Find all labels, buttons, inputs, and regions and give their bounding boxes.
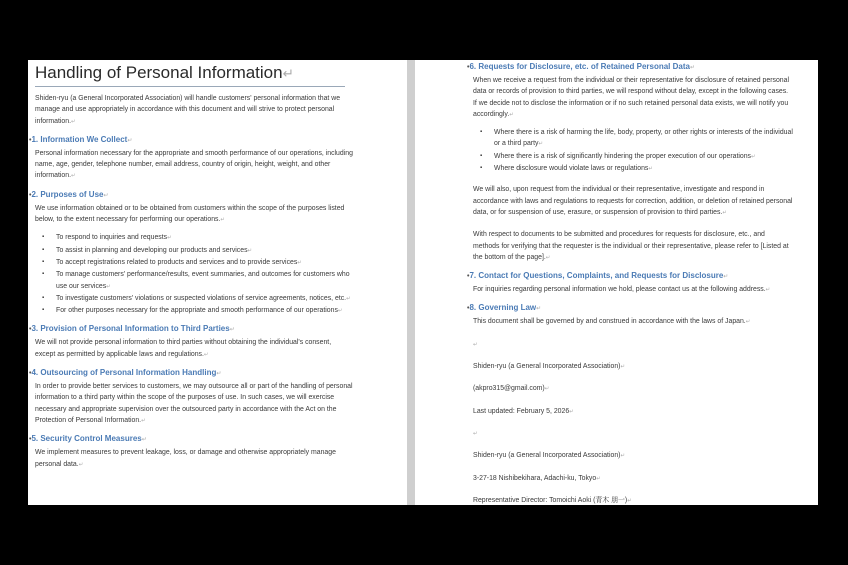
signature-org: Shiden-ryu (a General Incorporated Association) ↵ bbox=[473, 450, 793, 462]
empty-paragraph bbox=[473, 428, 793, 440]
section-heading: • 1. Information We Collect ↵ bbox=[29, 134, 353, 147]
section-heading: • 2. Purposes of Use ↵ bbox=[29, 189, 353, 202]
signature-address: 3-27-18 Nishibekihara, Adachi-ku, Tokyo ↵ bbox=[473, 473, 793, 485]
last-updated: Last updated: February 5, 2026 ↵ bbox=[473, 406, 793, 418]
section-body: For inquiries regarding personal information we hold, please contact us at the following address. ↵ bbox=[473, 284, 793, 296]
list-item: ▪ Where disclosure would violate laws or regulations ↵ bbox=[494, 163, 793, 175]
section-body: In order to provide better services to customers, we may outsource all or part of the handling of personal information to a third party within the scope of the purposes of use. In such cases, we will exercise necessary and appropriate supervision over the outsourced party in accordance with the Act on the Protection of Personal Information. ↵ bbox=[35, 381, 353, 427]
list-item: ▪ Where there is a risk of harming the life, body, property, or other rights or interests of the individual or a third party ↵ bbox=[494, 127, 793, 151]
document-title: Handling of Personal Information ↵ bbox=[35, 62, 345, 87]
document-page-left bbox=[28, 60, 407, 505]
section-body: When we receive a request from the individual or their representative for disclosure of retained personal data or records of provision to third parties, we will respond without delay, except in the following cases. If we decide not to disclose the information or if no such retained personal data exists, we will notify you accordingly. ↵ bbox=[473, 75, 793, 121]
contact-block bbox=[473, 339, 793, 505]
section-body: Personal information necessary for the appropriate and smooth performance of our operations, including name, age, gender, telephone number, email address, country of origin, height, weight, and other information. ↵ bbox=[35, 148, 353, 183]
section-body: We implement measures to prevent leakage, loss, or damage and otherwise appropriately manage personal data. ↵ bbox=[35, 447, 353, 471]
list-item: ▪ To investigate customers' violations or suspected violations of service agreements, notices, etc. ↵ bbox=[56, 293, 353, 305]
section-body: We will also, upon request from the individual or their representative, investigate and respond in accordance with laws and regulations to requests for correction, addition, or deletion of retained personal data, or for suspension of use, erasure, or suspension of provision to third parties. ↵ bbox=[473, 184, 793, 219]
contact-email[interactable]: (akpro315@gmail.com) ↵ bbox=[473, 383, 793, 395]
list-item: ▪ To assist in planning and developing our products and services ↵ bbox=[56, 245, 353, 257]
section-heading: • 8. Governing Law ↵ bbox=[467, 302, 793, 315]
signature-director: Representative Director: Tomoichi Aoki (青木 朋一) ↵ bbox=[473, 495, 793, 505]
empty-paragraph bbox=[473, 339, 793, 351]
section-body: This document shall be governed by and construed in accordance with the laws of Japan. ↵ bbox=[473, 316, 793, 328]
section-body: We use information obtained or to be obtained from customers within the scope of the purposes listed below, to the extent necessary for performing our operations. ↵ bbox=[35, 203, 353, 227]
section-heading: • 7. Contact for Questions, Complaints, and Requests for Disclosure ↵ bbox=[467, 270, 793, 283]
list-item: ▪ To respond to inquiries and requests ↵ bbox=[56, 232, 353, 244]
page-content bbox=[31, 62, 353, 471]
list-item: ▪ To accept registrations related to products and services and to provide services ↵ bbox=[56, 257, 353, 269]
page-content bbox=[469, 61, 793, 505]
document-page-right bbox=[415, 60, 818, 505]
exceptions-list bbox=[473, 127, 793, 175]
section-heading: • 3. Provision of Personal Information to Third Parties ↵ bbox=[29, 323, 353, 336]
list-item: ▪ To manage customers' performance/results, event summaries, and outcomes for customers who use our services ↵ bbox=[56, 269, 353, 293]
list-item: ▪ Where there is a risk of significantly hindering the proper execution of our operations ↵ bbox=[494, 151, 793, 163]
section-heading: • 5. Security Control Measures ↵ bbox=[29, 433, 353, 446]
list-item: ▪ For other purposes necessary for the appropriate and smooth performance of our operations ↵ bbox=[56, 305, 353, 317]
section-body: We will not provide personal information to third parties without obtaining the individual's consent, except as permitted by applicable laws and regulations. ↵ bbox=[35, 337, 353, 361]
section-heading: • 4. Outsourcing of Personal Information Handling ↵ bbox=[29, 367, 353, 380]
purposes-list bbox=[35, 232, 353, 317]
section-heading: • 6. Requests for Disclosure, etc. of Retained Personal Data ↵ bbox=[467, 61, 793, 74]
section-body: With respect to documents to be submitted and procedures for requests for disclosure, etc., and methods for verifying that the requester is the individual or their representative, please refer to [Listed at the bottom of the page]. ↵ bbox=[473, 229, 793, 264]
contact-org: Shiden-ryu (a General Incorporated Association) ↵ bbox=[473, 361, 793, 373]
page-gap bbox=[407, 60, 415, 505]
intro-paragraph: Shiden-ryu (a General Incorporated Association) will handle customers' personal information that we manage and use appropriately in accordance with this document and will strive to protect personal information. ↵ bbox=[35, 93, 353, 128]
